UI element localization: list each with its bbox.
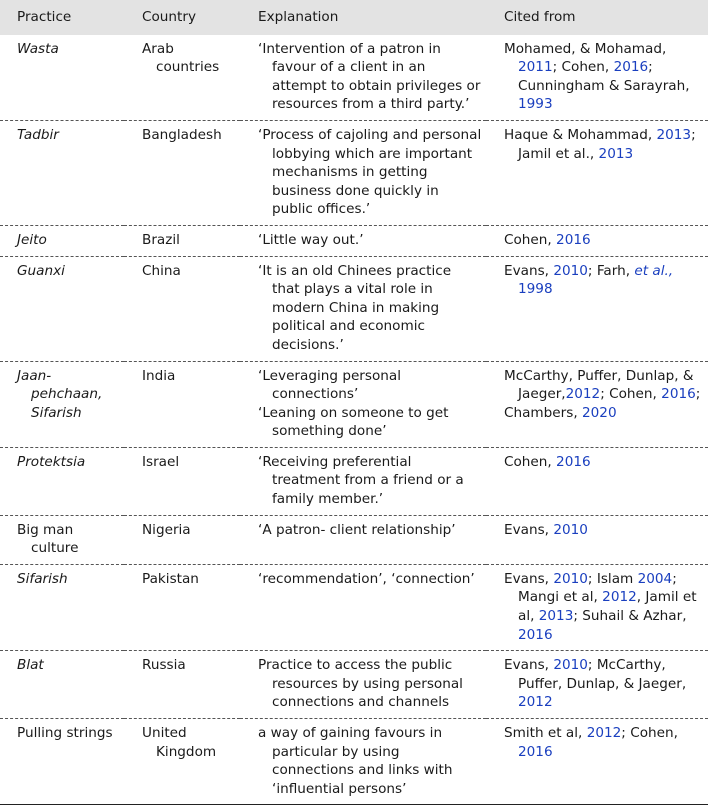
table-body [0,35,708,805]
cell-explanation [240,719,486,805]
cell-country [124,447,240,515]
table-row [0,120,708,225]
citation-year-link[interactable]: 2013 [656,126,692,143]
practice-name: Blat [17,657,44,674]
header-practice: Practice [17,9,72,25]
cell-cited-from [486,564,708,650]
table-row [0,564,708,650]
table-row [0,651,708,719]
cell-practice [0,564,124,650]
explanation-text: ‘Little way out.’ [258,231,364,248]
cell-country [124,120,240,225]
citation-text [504,404,706,423]
citation-author: ; Farh, [587,262,635,279]
table-header [0,0,708,35]
citation-year-link[interactable]: 2010 [553,262,588,279]
citation-year-link[interactable]: 2010 [553,570,588,587]
citation-text [504,453,706,472]
cell-practice [0,361,124,447]
citation-text [504,367,706,404]
cell-cited-from [486,447,708,515]
citation-author: ; Cohen, [621,725,678,741]
citation-text [504,231,706,250]
cell-cited-from [486,120,708,225]
cell-country [124,35,240,121]
practice-name: Guanxi [17,262,65,279]
table-row [0,35,708,121]
cell-explanation [240,120,486,225]
explanation-text: ‘Receiving preferential treatment from a friend or a family member.’ [258,453,464,508]
citation-year-link[interactable]: 2020 [582,404,617,421]
citation-year-link[interactable]: 2012 [586,725,622,741]
citation-author: ; Cohen, [600,386,662,403]
practice-name: Big man culture [17,521,79,557]
cell-cited-from [486,361,708,447]
cell-practice [0,256,124,361]
citation-author: ; Mangi et al, [518,570,677,606]
practice-name: Tadbir [17,126,59,143]
country-name: India [142,367,176,384]
country-name: Arab countries [142,40,220,76]
explanation-text: ‘recommendation’, ‘connection’ [258,570,475,587]
citation-author: ; [695,386,701,403]
country-name: Russia [142,657,186,674]
table-row [0,719,708,805]
cell-cited-from [486,515,708,564]
header-country: Country [142,9,197,25]
citation-author: Evans, [504,262,554,279]
citation-author: ; Islam [587,570,638,587]
citation-author: Evans, [504,657,554,674]
header-row [0,0,708,35]
citation-author: Haque & Mohammad, [504,126,657,143]
cell-explanation [240,35,486,121]
cell-cited-from [486,225,708,256]
explanation-text: ‘It is an old Chinees practice that plays a vital role in modern China in making political and economic decisions.’ [258,262,452,353]
citation-author: ; Cohen, [552,59,614,76]
cell-cited-from [486,719,708,805]
header-cited-from: Cited from [504,9,576,25]
citation-author: Cohen, [504,231,557,248]
citation-year-link[interactable]: 2016 [556,231,591,248]
citation-year-link[interactable]: 1998 [518,281,553,298]
citation-year-link[interactable]: 2016 [556,453,591,470]
cell-explanation [240,651,486,719]
citation-text [504,656,706,712]
table-row [0,361,708,447]
table-row [0,447,708,515]
citation-author: ; Suhail & Azhar, [573,608,687,625]
country-name: Bangladesh [142,126,222,143]
table-row [0,515,708,564]
cell-country [124,225,240,256]
explanation-text: ‘Leaning on someone to get something done’ [258,404,449,440]
citation-text [504,262,706,299]
citation-author: Mohamed, & Mohamad, [504,40,667,57]
practice-name: Protektsia [17,453,86,470]
cell-practice [0,225,124,256]
header-explanation: Explanation [258,9,339,25]
citation-year-link[interactable]: 2010 [553,657,588,674]
citation-author: Cohen, [504,453,557,470]
cell-explanation [240,225,486,256]
cell-country [124,564,240,650]
cell-country [124,256,240,361]
cell-practice [0,719,124,805]
cell-cited-from [486,35,708,121]
practice-name: Jaan-pehchaan, Sifarish [17,367,103,421]
practice-name: Pulling strings [17,725,113,741]
citation-year-link[interactable]: 2016 [661,386,696,403]
cell-country [124,651,240,719]
citation-year-link[interactable]: 2016 [613,59,649,76]
cell-explanation [240,447,486,515]
table-row [0,256,708,361]
explanation-text: ‘Process of cajoling and personal lobbying which are important mechanisms in getting business done quickly in public offices.’ [258,126,482,218]
table-row [0,225,708,256]
cell-country [124,515,240,564]
citation-author: Chambers, [504,404,582,421]
citation-text [504,40,706,114]
citation-author: , Jamil et al, [518,589,697,625]
practice-name: Sifarish [17,570,68,587]
citation-year-link[interactable]: 2013 [538,608,574,625]
citation-year-link[interactable]: 2011 [518,59,553,76]
citation-author: Evans, [504,570,554,587]
cell-practice [0,35,124,121]
citation-year-link[interactable]: 2012 [518,694,553,711]
citation-author: ; Cunningham & Sarayrah, [518,59,690,94]
country-name: Brazil [142,231,180,248]
cell-practice [0,515,124,564]
country-name: Pakistan [142,570,199,587]
citation-year-link[interactable]: 2010 [553,521,588,538]
citation-author: ; Jamil et al., [518,126,696,162]
country-name: Nigeria [142,521,191,538]
cell-practice [0,447,124,515]
country-name: China [142,262,181,279]
citation-author: Evans, [504,521,554,538]
cell-cited-from [486,651,708,719]
citation-text [504,570,706,644]
explanation-text: ‘Leveraging personal connections’ [258,367,402,403]
citation-year-link[interactable]: et al., [634,262,674,279]
cell-explanation [240,564,486,650]
cell-practice [0,651,124,719]
citation-year-link[interactable]: 2016 [518,743,553,760]
explanation-text: ‘A patron- client relationship’ [258,521,456,538]
citation-year-link[interactable]: 2012 [565,386,601,403]
cell-practice [0,120,124,225]
citation-author: ; McCarthy, Puffer, Dunlap, & Jaeger, [518,657,687,692]
cell-country [124,361,240,447]
citation-year-link[interactable]: 2016 [518,626,553,643]
citation-year-link[interactable]: 2013 [598,145,634,162]
citation-year-link[interactable]: 1993 [518,96,553,113]
citation-year-link[interactable]: 2012 [602,589,637,606]
citation-author: McCarthy, Puffer, Dunlap, & Jaeger, [504,367,694,403]
cell-cited-from [486,256,708,361]
citation-text [504,126,706,163]
explanation-text: Practice to access the public resources by using personal connections and channels [258,657,463,711]
citation-text [504,724,706,761]
citation-year-link[interactable]: 2004 [637,570,673,587]
country-name: United Kingdom [142,725,217,760]
cell-explanation [240,256,486,361]
explanation-text: ‘Intervention of a patron in favour of a client in an attempt to obtain privileges or resources from a third party.’ [258,40,481,113]
cell-explanation [240,361,486,447]
practice-name: Jeito [17,231,47,248]
citation-author: Smith et al, [504,725,587,741]
citation-text [504,521,706,540]
country-name: Israel [142,453,180,470]
cell-country [124,719,240,805]
practice-name: Wasta [17,40,59,57]
cell-explanation [240,515,486,564]
explanation-text: a way of gaining favours in particular by using connections and links with ‘influential persons’ [258,725,453,797]
